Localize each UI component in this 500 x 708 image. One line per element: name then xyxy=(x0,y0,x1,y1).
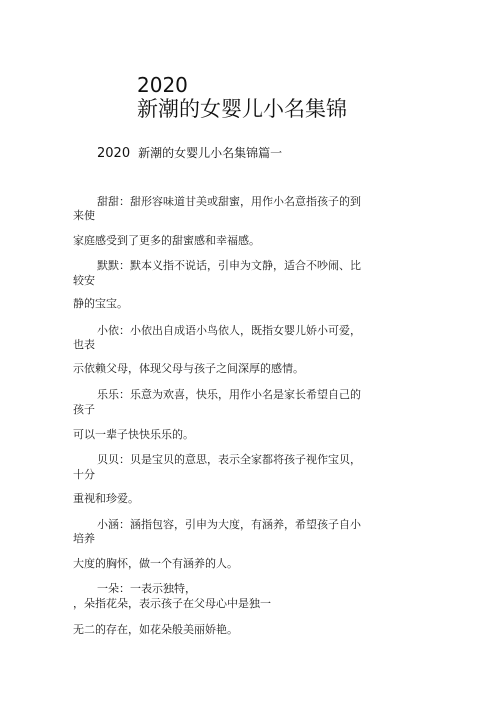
paragraph-line: 无二的存在，如花朵般美丽娇艳。 xyxy=(73,623,238,636)
paragraph-line: 小依：小依出自成语小鸟依人，既指女婴儿娇小可爱， xyxy=(97,324,361,337)
page-title: 新潮的女婴儿小名集锦 xyxy=(137,97,347,121)
paragraph-line: 较安 xyxy=(73,274,95,287)
paragraph-line: 来使 xyxy=(73,209,95,222)
paragraph-line: 家庭感受到了更多的甜蜜感和幸福感。 xyxy=(73,234,260,247)
section-heading xyxy=(97,145,282,162)
paragraph-line: 也表 xyxy=(73,338,95,351)
paragraph-line: 培养 xyxy=(73,532,95,545)
paragraph-line: 一朵：一表示独特， xyxy=(97,582,196,595)
paragraph-line: 可以一辈子快快乐乐的。 xyxy=(73,428,194,441)
paragraph-line: 示依赖父母，体现父母与孩子之间深厚的感情。 xyxy=(73,362,304,375)
paragraph-line: 贝贝：贝是宝贝的意思，表示全家都将孩子视作宝贝， xyxy=(97,453,361,466)
paragraph-line: 孩子 xyxy=(73,403,95,416)
paragraph-line: 静的宝宝。 xyxy=(73,297,128,310)
section-heading-year: 2020 xyxy=(97,146,131,161)
paragraph-line: 默默：默本义指不说话，引申为文静，适合不吵闹、比 xyxy=(97,259,361,272)
paragraph-line: 甜甜：甜形容味道甘美或甜蜜，用作小名意指孩子的到 xyxy=(97,195,361,208)
paragraph-line: 重视和珍爱。 xyxy=(73,492,139,505)
paragraph-line: 乐乐：乐意为欢喜，快乐，用作小名是家长希望自己的 xyxy=(97,388,361,401)
paragraph-line: 大度的胸怀，做一个有涵养的人。 xyxy=(73,557,238,570)
paragraph-line: 小涵：涵指包容，引申为大度，有涵养，希望孩子自小 xyxy=(97,518,361,531)
title-year: 2020 xyxy=(137,73,188,97)
paragraph-line: 十分 xyxy=(73,468,95,481)
paragraph-line: ，朵指花朵，表示孩子在父母心中是独一 xyxy=(73,597,271,610)
section-heading-text: 新潮的女婴儿小名集锦篇一 xyxy=(138,146,283,160)
